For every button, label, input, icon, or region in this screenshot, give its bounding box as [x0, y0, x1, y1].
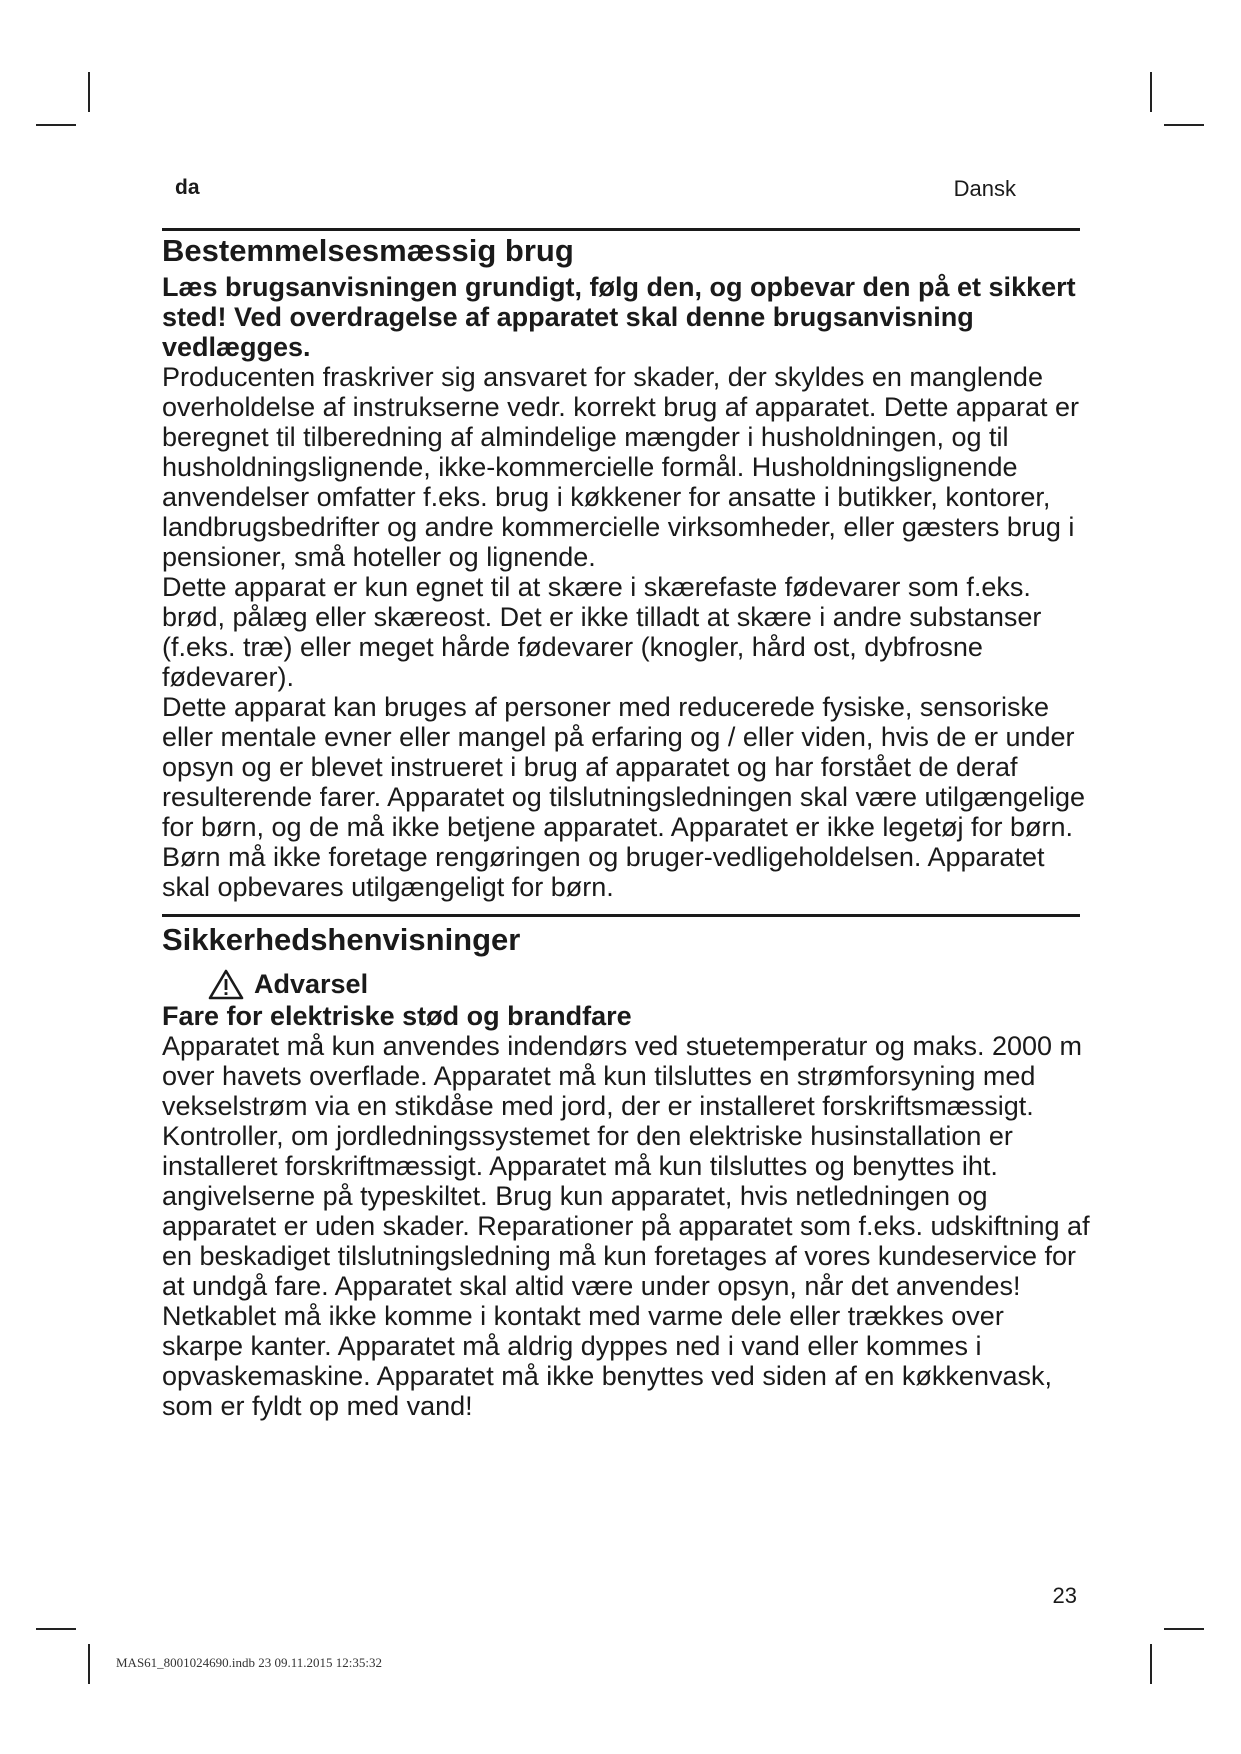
warning-heading	[208, 967, 1090, 1001]
section-title-safety: Sikkerhedshenvisninger	[162, 922, 521, 957]
body-paragraph: Producenten fraskriver sig ansvaret for skader, der skyldes en manglende overholdelse af instrukserne vedr. korrekt brug af apparatet. Dette apparat er beregnet til tilberedning af almindelige mængder i husholdningen, og til husholdningslignende, ikke-kommercielle formål. Husholdningslignende anvendelser omfatter f.eks. brug i køkkener for ansatte i butikker, kontorer, landbrugsbedrifter og andre kommercielle virksomheder, eller gæsters brug i pensioner, små hoteller og lignende.	[162, 362, 1080, 572]
crop-mark	[36, 1628, 76, 1630]
print-footer: MAS61_8001024690.indb 23 09.11.2015 12:35:32	[116, 1655, 383, 1670]
body-paragraph: Netkablet må ikke komme i kontakt med varme dele eller trækkes over skarpe kanter. Apparatet må aldrig dyppes ned i vand eller kommes i opvaskemaskine. Apparatet må ikke benyttes ved siden af en køkkenvask, som er fyldt op med vand!	[162, 1301, 1052, 1421]
section-rule	[162, 914, 1080, 917]
body-paragraph: Dette apparat kan bruges af personer med reducerede fysiske, sensoriske eller mentale evner eller mangel på erfaring og / eller viden, hvis de er under opsyn og er blevet instrueret i brug af apparatet og har forstået de deraf resulterende farer. Apparatet og tilslutningsledningen skal være utilgængelige for børn, og de må ikke betjene apparatet. Apparatet er ikke legetøj for børn. Børn må ikke foretage rengøringen og bruger-vedligeholdelsen. Apparatet skal opbevares utilgængeligt for børn.	[162, 692, 1086, 902]
language-code: da	[175, 176, 200, 199]
crop-mark	[36, 124, 76, 126]
page-content	[162, 232, 1090, 1421]
body-paragraph: Dette apparat er kun egnet til at skære i skærefaste fødevarer som f.eks. brød, pålæg eller skæreost. Det er ikke tilladt at skære i andre substanser (f.eks. træ) eller meget hårde fødevarer (knogler, hård ost, dybfrosne fødevarer).	[162, 572, 1042, 692]
section-title-intended-use: Bestemmelsesmæssig brug	[162, 233, 574, 268]
warning-triangle-icon	[208, 968, 244, 1000]
crop-mark	[1150, 72, 1152, 112]
lead-paragraph: Læs brugsanvisningen grundigt, følg den, og opbevar den på et sikkert sted! Ved overdragelse af apparatet skal denne brugsanvisning vedlægges.	[162, 272, 1076, 362]
language-name: Dansk	[953, 176, 1016, 201]
warning-subtitle: Fare for elektriske stød og brandfare	[162, 1001, 632, 1031]
body-paragraph: Apparatet må kun anvendes indendørs ved stuetemperatur og maks. 2000 m over havets overflade. Apparatet må kun tilsluttes en strømforsyning med vekselstrøm via en stikdåse med jord, der er installeret forskriftsmæssigt. Kontroller, om jordledningssystemet for den elektriske husinstallation er installeret forskriftmæssigt. Apparatet må kun tilsluttes og benyttes iht. angivelserne på typeskiltet. Brug kun apparatet, hvis netledningen og apparatet er uden skader. Reparationer på apparatet som f.eks. udskiftning af en beskadiget tilslutningsledning må kun foretages af vores kundeservice for at undgå fare. Apparatet skal altid være under opsyn, når det anvendes!	[162, 1031, 1090, 1301]
header-rule	[162, 228, 1080, 231]
crop-mark	[1150, 1644, 1152, 1684]
warning-label: Advarsel	[254, 969, 369, 999]
crop-mark	[88, 1644, 90, 1684]
crop-mark	[1164, 1628, 1204, 1630]
page-number: 23	[1052, 1583, 1077, 1608]
crop-mark	[88, 72, 90, 112]
crop-mark	[1164, 124, 1204, 126]
